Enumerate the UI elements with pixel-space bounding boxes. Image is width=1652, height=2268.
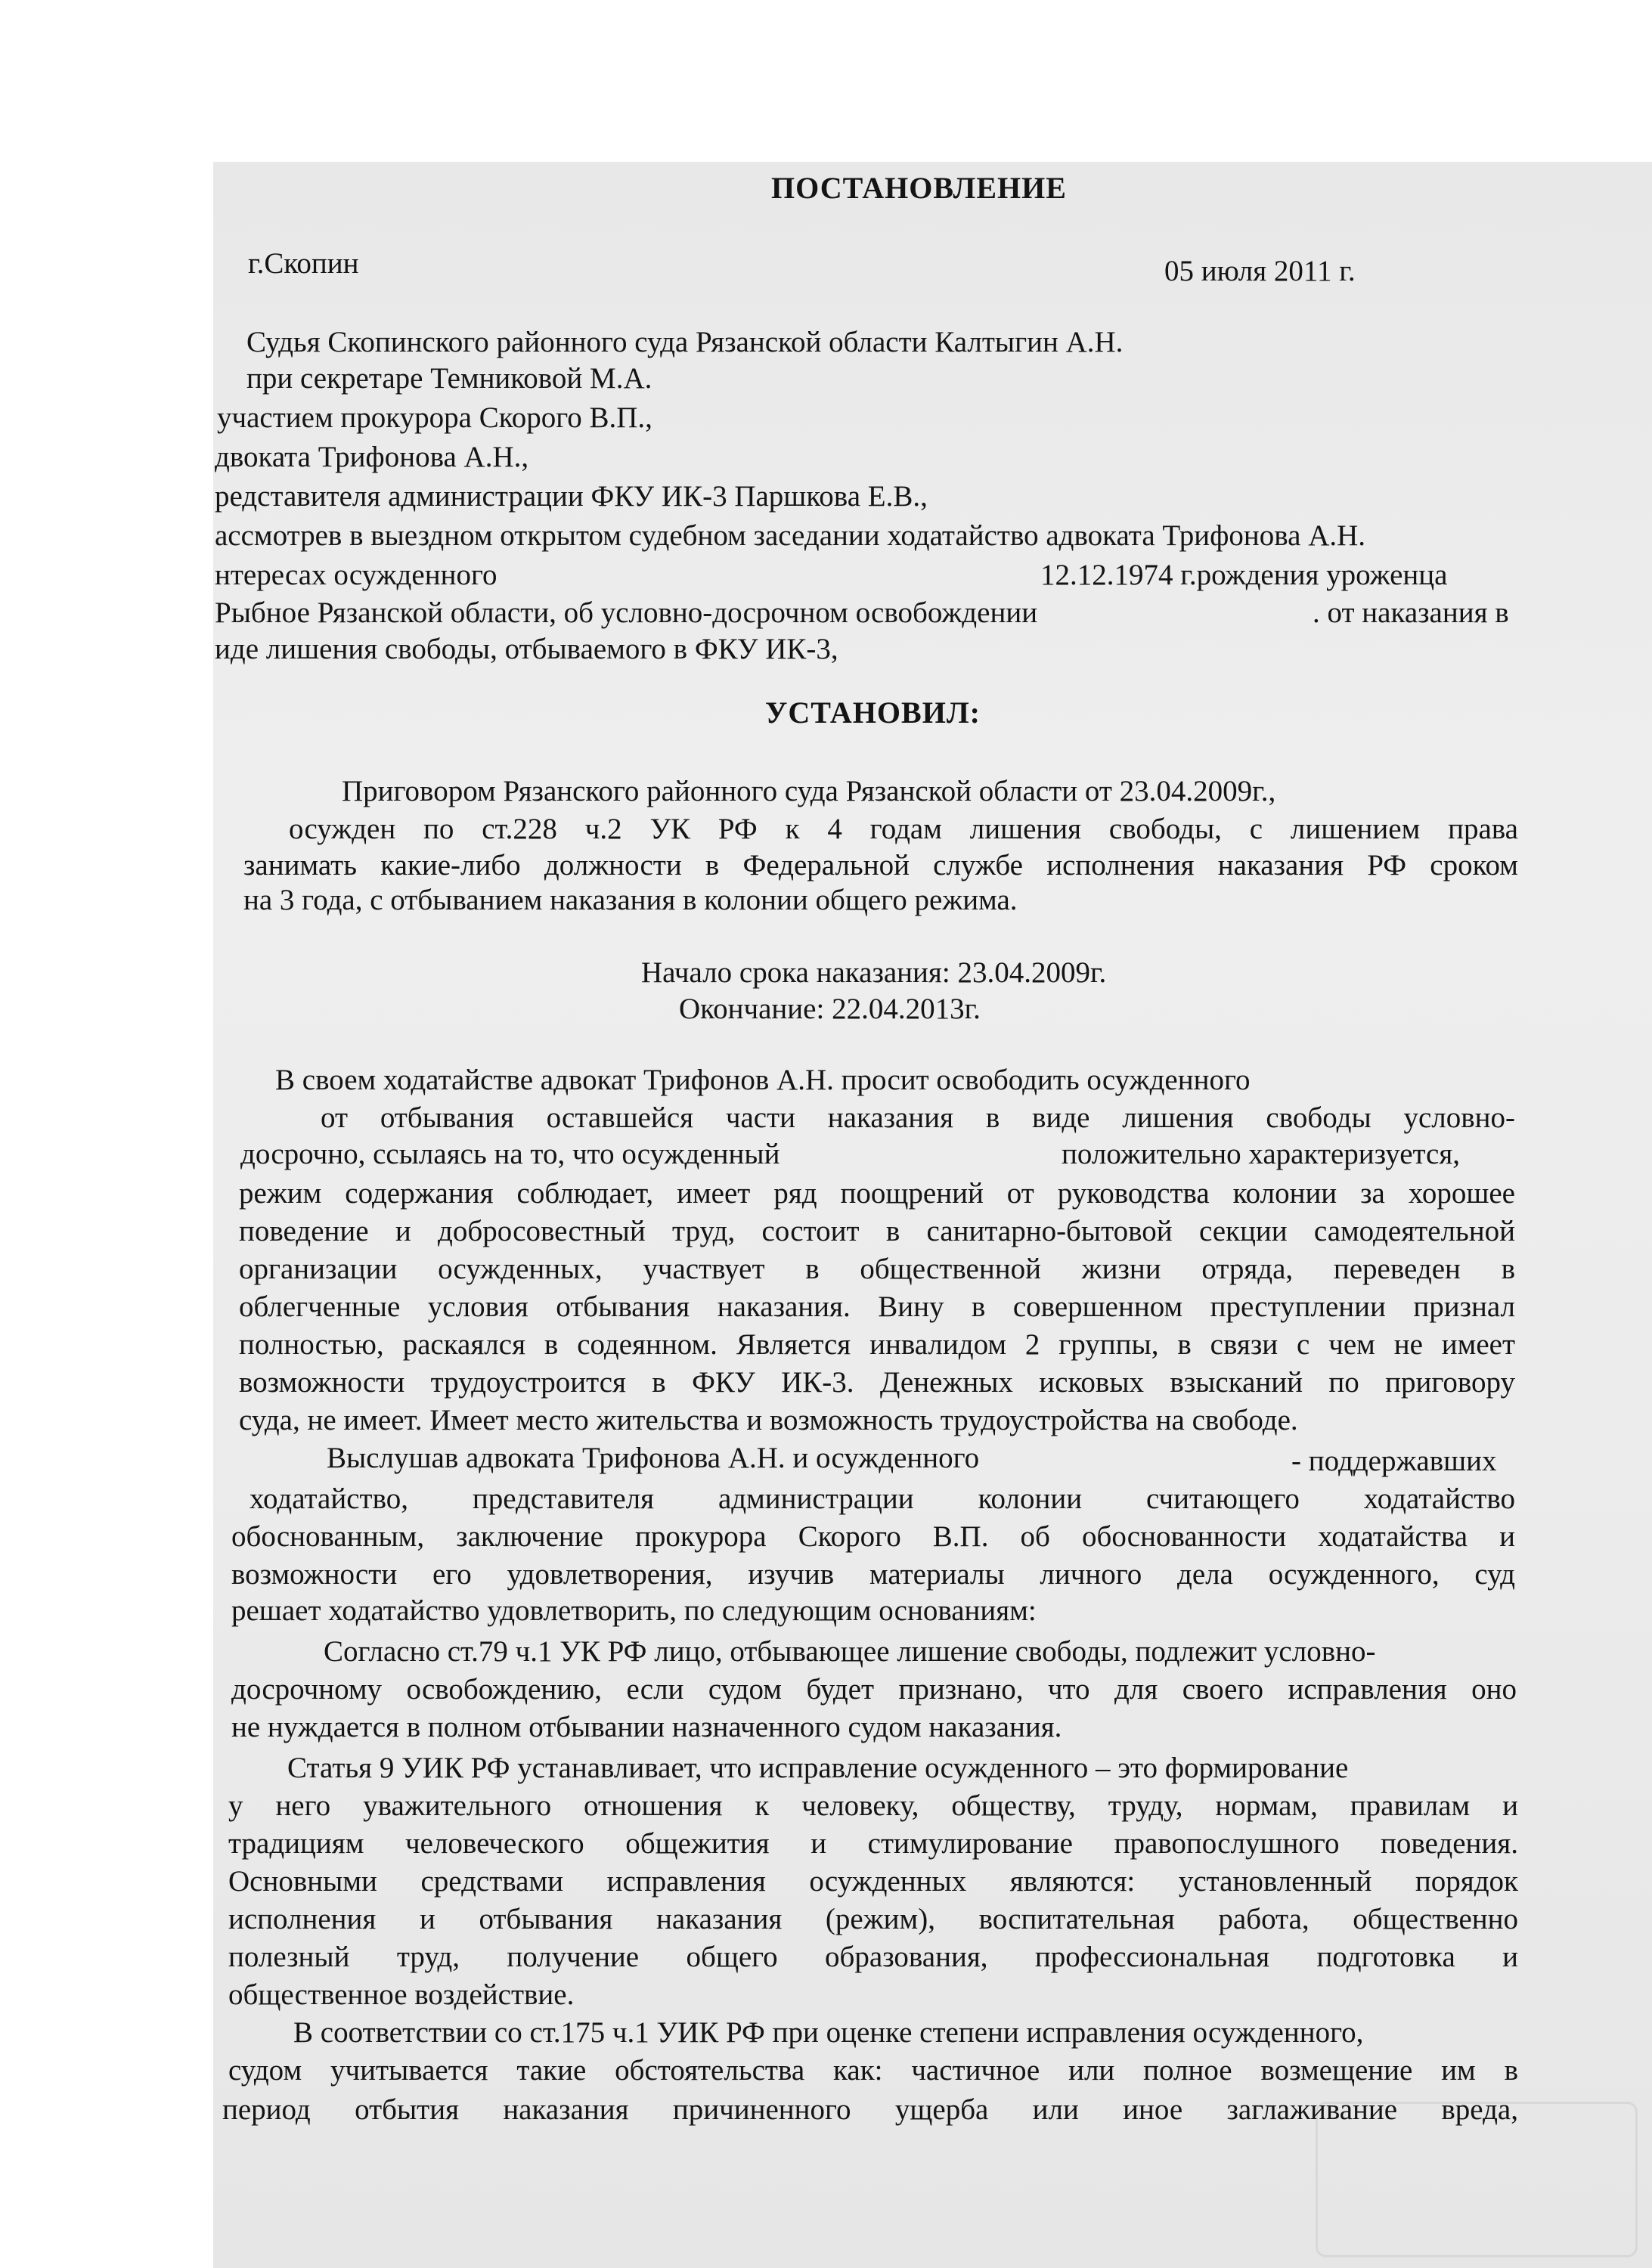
intro-colony: иде лишения свободы, отбываемого в ФКУ ИК-3,: [215, 633, 838, 665]
intro-considered: ассмотрев в выездном открытом судебном заседании ходатайство адвоката Трифонова А.Н.: [215, 519, 1366, 552]
hearing-line-tail: - поддержавших: [1291, 1445, 1497, 1477]
hearing-line: Выслушав адвоката Трифонова А.Н. и осужденного: [327, 1442, 980, 1474]
law79-line: досрочному освобождению, если судом будет признано, что для своего исправления оно: [231, 1673, 1517, 1706]
intro-judge: Судья Скопинского районного суда Рязанской области Калтыгин А.Н.: [246, 326, 1124, 358]
intro-birth: 12.12.1974 г.рождения уроженца: [1040, 559, 1448, 591]
intro-secretary: при секретаре Темниковой М.А.: [246, 362, 652, 395]
law9-line: Статья 9 УИК РФ устанавливает, что исправление осужденного – это формирование: [287, 1752, 1349, 1784]
petition-line: суда, не имеет. Имеет место жительства и возможность трудоустройства на свободе.: [239, 1404, 1298, 1436]
petition-line-tail: положительно характеризуется,: [1062, 1138, 1461, 1170]
sentence-line: занимать какие-либо должности в Федеральной службе исполнения наказания РФ сроком: [243, 849, 1518, 881]
petition-line: поведение и добросовестный труд, состоит в санитарно-бытовой секции самодеятельной: [239, 1215, 1515, 1247]
sentence-line: осужден по ст.228 ч.2 УК РФ к 4 годам лишения свободы, с лишением права: [289, 813, 1518, 845]
document-city: г.Скопин: [248, 247, 359, 280]
law9-line: у него уважительного отношения к человеку, обществу, труду, нормам, правилам и: [228, 1789, 1518, 1822]
law9-line: полезный труд, получение общего образования, профессиональная подготовка и: [228, 1941, 1518, 1973]
petition-line: организации осужденных, участвует в общественной жизни отряда, переведен в: [239, 1253, 1515, 1285]
law9-line: традициям человеческого общежития и стимулирование правопослушного поведения.: [228, 1827, 1518, 1860]
law175-line: судом учитывается такие обстоятельства как: частичное или полное возмещение им в: [228, 2054, 1518, 2087]
petition-line: возможности трудоустроится в ФКУ ИК-3. Денежных исковых взысканий по приговору: [239, 1366, 1515, 1399]
petition-line: от отбывания оставшейся части наказания в виде лишения свободы условно-: [321, 1101, 1515, 1134]
sentence-line: Приговором Рязанского районного суда Рязанской области от 23.04.2009г.,: [342, 775, 1276, 807]
term-start: Начало срока наказания: 23.04.2009г.: [641, 956, 1107, 989]
document-date: 05 июля 2011 г.: [1164, 255, 1356, 287]
intro-representative: редставителя администрации ФКУ ИК-3 Паршкова Е.В.,: [215, 480, 928, 513]
petition-line: режим содержания соблюдает, имеет ряд поощрений от руководства колонии за хорошее: [239, 1177, 1515, 1210]
intro-advocate: двоката Трифонова А.Н.,: [215, 441, 529, 473]
law9-line: Основными средствами исправления осужденных являются: установленный порядок: [228, 1865, 1518, 1898]
petition-line: облегченные условия отбывания наказания. Вину в совершенном преступлении признал: [239, 1290, 1515, 1323]
sentence-line: на 3 года, с отбыванием наказания в колонии общего режима.: [243, 884, 1018, 916]
document-title: ПОСТАНОВЛЕНИЕ: [771, 171, 1067, 205]
law79-line: Согласно ст.79 ч.1 УК РФ лицо, отбывающее лишение свободы, подлежит условно-: [324, 1635, 1376, 1668]
hearing-line: ходатайство, представителя администрации колонии считающего ходатайство: [250, 1483, 1515, 1515]
intro-release: Рыбное Рязанской области, об условно-досрочном освобождении: [215, 596, 1038, 629]
law79-line: не нуждается в полном отбывании назначенного судом наказания.: [231, 1711, 1062, 1743]
petition-line: В своем ходатайстве адвокат Трифонов А.Н. просит освободить осужденного: [275, 1064, 1251, 1096]
law9-line: исполнения и отбывания наказания (режим), воспитательная работа, общественно: [228, 1903, 1518, 1935]
hearing-line: решает ходатайство удовлетворить, по следующим основаниям:: [231, 1594, 1037, 1627]
petition-line: полностью, раскаялся в содеянном. Является инвалидом 2 группы, в связи с чем не имеет: [239, 1328, 1515, 1361]
intro-from-punishment: . от наказания в: [1313, 596, 1509, 629]
term-end: Окончание: 22.04.2013г.: [679, 993, 981, 1025]
petition-line: досрочно, ссылаясь на то, что осужденный: [240, 1138, 780, 1170]
intro-prosecutor: участием прокурора Скорого В.П.,: [217, 401, 652, 434]
hearing-line: обоснованным, заключение прокурора Скорого В.П. об обоснованности ходатайства и: [231, 1520, 1515, 1553]
section-heading-established: УСТАНОВИЛ:: [765, 696, 981, 730]
law175-line: период отбытия наказания причиненного ущерба или иное заглаживание вреда,: [222, 2093, 1518, 2126]
law175-line: В соответствии со ст.175 ч.1 УИК РФ при оценке степени исправления осужденного,: [293, 2016, 1364, 2049]
intro-interests: нтересах осужденного: [215, 559, 497, 591]
law9-line: общественное воздействие.: [228, 1978, 575, 2011]
hearing-line: возможности его удовлетворения, изучив материалы личного дела осужденного, суд: [231, 1558, 1515, 1591]
